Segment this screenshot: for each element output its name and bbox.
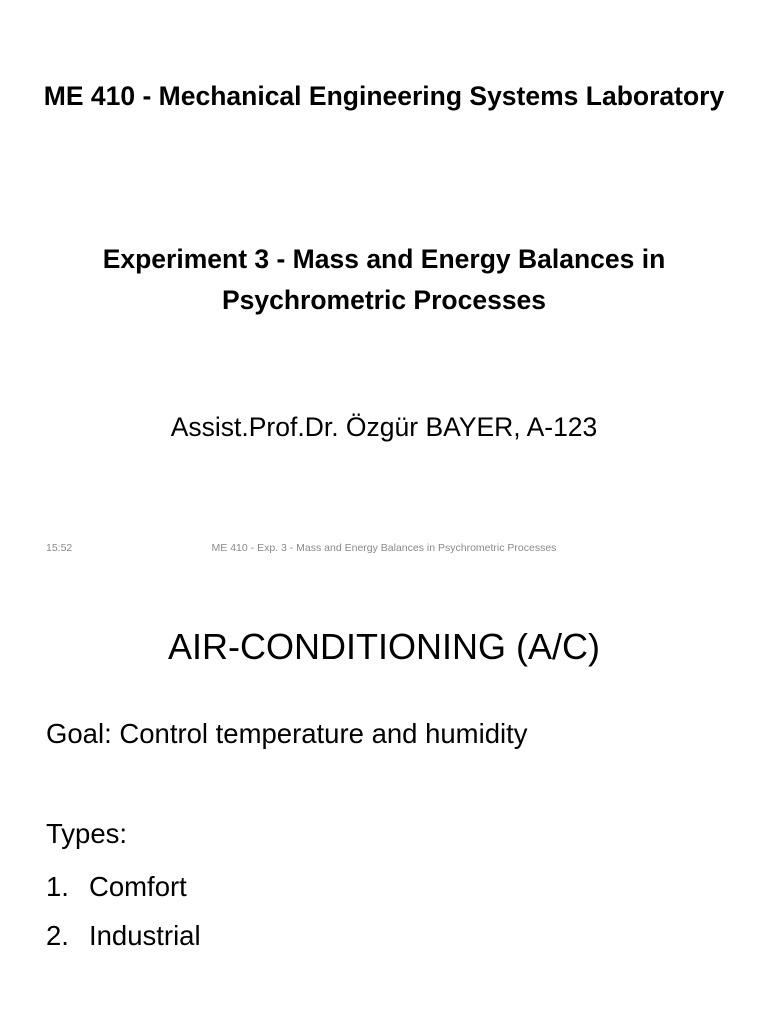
list-item-label: Industrial: [89, 920, 201, 951]
course-title: ME 410 - Mechanical Engineering Systems Laboratory: [43, 81, 725, 111]
types-list: [46, 862, 201, 960]
list-item-label: Comfort: [89, 871, 187, 902]
types-label: Types:: [46, 818, 128, 849]
list-item: [46, 911, 201, 960]
author-line: Assist.Prof.Dr. Özgür BAYER, A-123: [170, 412, 598, 442]
list-item: [46, 862, 201, 911]
experiment-title: Experiment 3 - Mass and Energy Balances in Psychrometric Processes: [102, 244, 666, 315]
footer-text: ME 410 - Exp. 3 - Mass and Energy Balances in Psychrometric Processes: [211, 542, 557, 554]
list-item-number: 2.: [46, 920, 69, 951]
slide-title: AIR-CONDITIONING (A/C): [168, 626, 600, 667]
goal-text: Goal: Control temperature and humidity: [46, 718, 528, 749]
list-item-number: 1.: [46, 871, 69, 902]
slide-air-conditioning: [0, 576, 768, 1024]
footer-time: 15:52: [46, 542, 73, 554]
